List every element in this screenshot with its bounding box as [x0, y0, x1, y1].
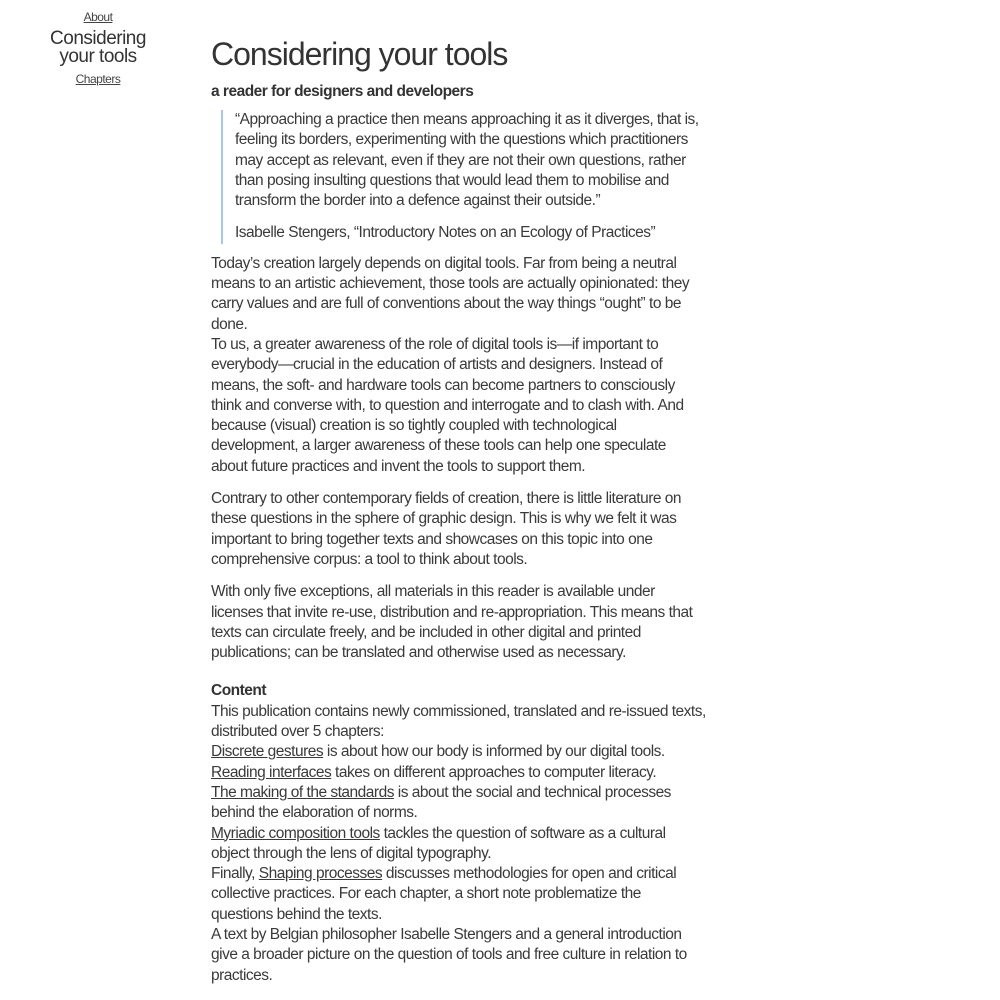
logo-line-1: Considering [50, 28, 146, 49]
chapters-link[interactable]: Chapters [75, 72, 121, 86]
finally-prefix: Finally, [211, 865, 259, 883]
sidebar-nav [38, 8, 158, 88]
chapter-item-final [211, 864, 706, 925]
chapter-item [211, 824, 706, 865]
site-logo[interactable] [38, 30, 158, 66]
quote-text: “Approaching a practice then means approaching it as it diverges, that is, feeling its borders, experimenting with the questions which practitioners may accept as relevant, even if they are not their own questions, rather than posing insulting questions that would lead them to mobilise and transform the border into a defence against their outside.” [235, 111, 699, 210]
chapter-link-discrete-gestures[interactable]: Discrete gestures [211, 743, 324, 761]
chapter-item [211, 763, 706, 783]
chapter-link-shaping-processes[interactable]: Shaping processes [258, 865, 383, 883]
chapter-description: tackles the question of software as a cultural object through the lens of digital typography. [211, 824, 666, 862]
quote-attribution: Isabelle Stengers, “Introductory Notes on an Ecology of Practices” [235, 224, 656, 242]
closing-paragraph: A text by Belgian philosopher Isabelle Stengers and a general introduction give a broader picture on the question of tools and free culture in relation to practices. [211, 925, 687, 984]
page-subtitle: a reader for designers and developers [211, 83, 474, 100]
chapter-description: takes on different approaches to computer literacy. [331, 763, 657, 781]
epigraph-quote [221, 110, 706, 244]
chapter-description: discusses methodologies for open and critical collective practices. For each chapter, a short note problematize the questions behind the texts. [211, 865, 677, 923]
intro-paragraph-3: Contrary to other contemporary fields of creation, there is little literature on these questions in the sphere of graphic design. This is why we felt it was important to bring together texts and showcases on this topic into one comprehensive corpus: a tool to think about tools. [211, 490, 682, 568]
content-heading: Content [211, 682, 267, 700]
about-link[interactable]: About [83, 10, 113, 24]
page-title: Considering your tools [211, 36, 508, 72]
intro-paragraph-4: With only five exceptions, all materials in this reader is available under licenses that invite re-use, distribution and re-appropriation. This means that texts can circulate freely, and be included in other digital and printed publications; can be translated and otherwise used as necessary. [211, 583, 693, 662]
content-intro: This publication contains newly commissioned, translated and re-issued texts, distributed over 5 chapters: [211, 702, 706, 741]
intro-paragraph-1: Today’s creation largely depends on digital tools. Far from being a neutral means to an artistic achievement, those tools are actually opinionated: they carry values and are full of conventions about the way things “ought” to be done. [211, 254, 690, 333]
chapter-link-reading-interfaces[interactable]: Reading interfaces [211, 763, 332, 781]
chapter-item [211, 742, 706, 762]
chapter-item [211, 783, 706, 824]
chapter-description: is about the social and technical processes behind the elaboration of norms. [211, 783, 671, 822]
main-article [211, 34, 706, 986]
chapter-link-myriadic-composition-tools[interactable]: Myriadic composition tools [211, 824, 380, 842]
intro-paragraph-2: To us, a greater awareness of the role of digital tools is—if important to everybody—crucial in the education of artists and designers. Instead of means, the soft- and hardware tools can become partners to consciously think and converse with, to question and interrogate and to clash with. And because (visual) creation is so tightly coupled with technological development, a larger awareness of these tools can help one speculate about future practices and invent the tools to support them. [211, 335, 684, 475]
logo-line-2: your tools [59, 46, 137, 67]
chapter-link-making-of-standards[interactable]: The making of the standards [211, 783, 394, 801]
chapter-description: is about how our body is informed by our digital tools. [323, 743, 665, 761]
